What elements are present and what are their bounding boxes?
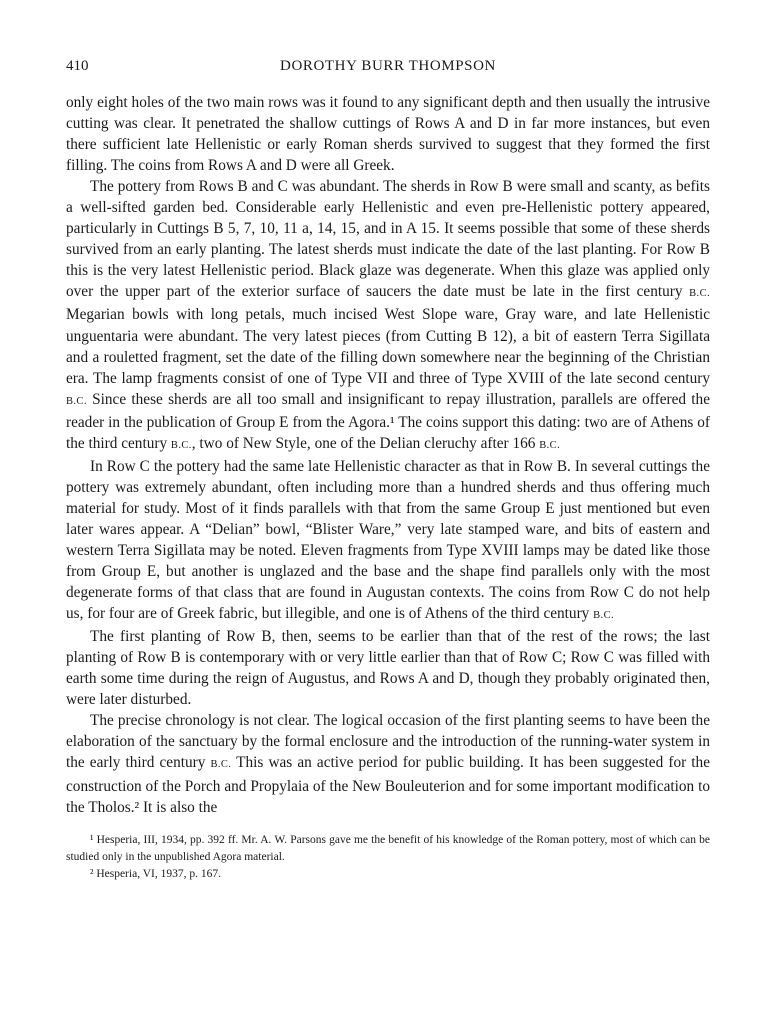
running-head: DOROTHY BURR THOMPSON bbox=[280, 58, 496, 74]
paragraph-3: In Row C the pottery had the same late Hellenistic character as that in Row B. In several cuttings the pottery was extremely abundant, often including more than a hundred sherds and thus offering much material for study. Most of it finds parallels with that from the same Group E just mentioned but even later wares appear. A “Delian” bowl, “Blister Ware,” very late stamped ware, and bits of eastern and western Terra Sigillata may be noted. Eleven fragments from Type XVIII lamps may be dated like those from Group E, but another is unglazed and the base and the shape find parallels only with the most degenerate forms of that class that are found in Augustan contexts. The coins from Row C do not help us, for four are of Greek fabric, but illegible, and one is of Athens of the third century B.C. bbox=[66, 457, 710, 623]
footnotes bbox=[66, 832, 710, 883]
page bbox=[66, 58, 710, 883]
page-header bbox=[66, 58, 710, 82]
page-number: 410 bbox=[66, 58, 89, 74]
body-text bbox=[66, 92, 710, 818]
footnote-2: ² Hesperia, VI, 1937, p. 167. bbox=[90, 867, 221, 880]
paragraph-2: The pottery from Rows B and C was abundant. The sherds in Row B were small and scanty, as befits a well-sifted garden bed. Considerable early Hellenistic and even pre-Hellenistic pottery appeared, particularly in Cuttings B 5, 7, 10, 11 a, 14, 15, and in A 15. It seems possible that some of these sherds survived from an early planting. The latest sherds must indicate the date of the last planting. For Row B this is the very latest Hellenistic period. Black glaze was degenerate. When this glaze was applied only over the upper part of the exterior surface of saucers the date must be late in the first century B.C. Megarian bowls with long petals, much incised West Slope ware, Gray ware, and late Hellenistic unguentaria were abundant. The very latest pieces (from Cutting B 12), a bit of eastern Terra Sigillata and a rouletted fragment, set the date of the filling down somewhere near the beginning of the Christian era. The lamp fragments consist of one of Type VII and three of Type XVIII of the late second century B.C. Since these sherds are all too small and insignificant to repay illustration, parallels are offered the reader in the publication of Group E from the Agora.¹ The coins support this dating: two are of Athens of the third century B.C., two of New Style, one of the Delian cleruchy after 166 B.C. bbox=[66, 178, 710, 452]
paragraph-1: only eight holes of the two main rows was it found to any significant depth and then usually the intrusive cutting was clear. It penetrated the shallow cuttings of Rows A and D in far more instances, but even there sufficient late Hellenistic or early Roman sherds survived to suggest that they formed the first filling. The coins from Rows A and D were all Greek. bbox=[66, 94, 710, 175]
footnote-1: ¹ Hesperia, III, 1934, pp. 392 ff. Mr. A. W. Parsons gave me the benefit of his knowledge of the Roman pottery, most of which can be studied only in the unpublished Agora material. bbox=[66, 833, 710, 863]
paragraph-5: The precise chronology is not clear. The logical occasion of the first planting seems to have been the elaboration of the sanctuary by the formal enclosure and the introduction of the running-water system in the early third century B.C. This was an active period for public building. It has been suggested for the construction of the Porch and Propylaia of the New Bouleuterion and for some important modification to the Tholos.² It is also the bbox=[66, 712, 710, 816]
paragraph-4: The first planting of Row B, then, seems to be earlier than that of the rest of the rows; the last planting of Row B is contemporary with or very little earlier than that of Row C; Row C was filled with earth some time during the reign of Augustus, and Rows A and D, though they probably originated then, were later disturbed. bbox=[66, 628, 710, 709]
